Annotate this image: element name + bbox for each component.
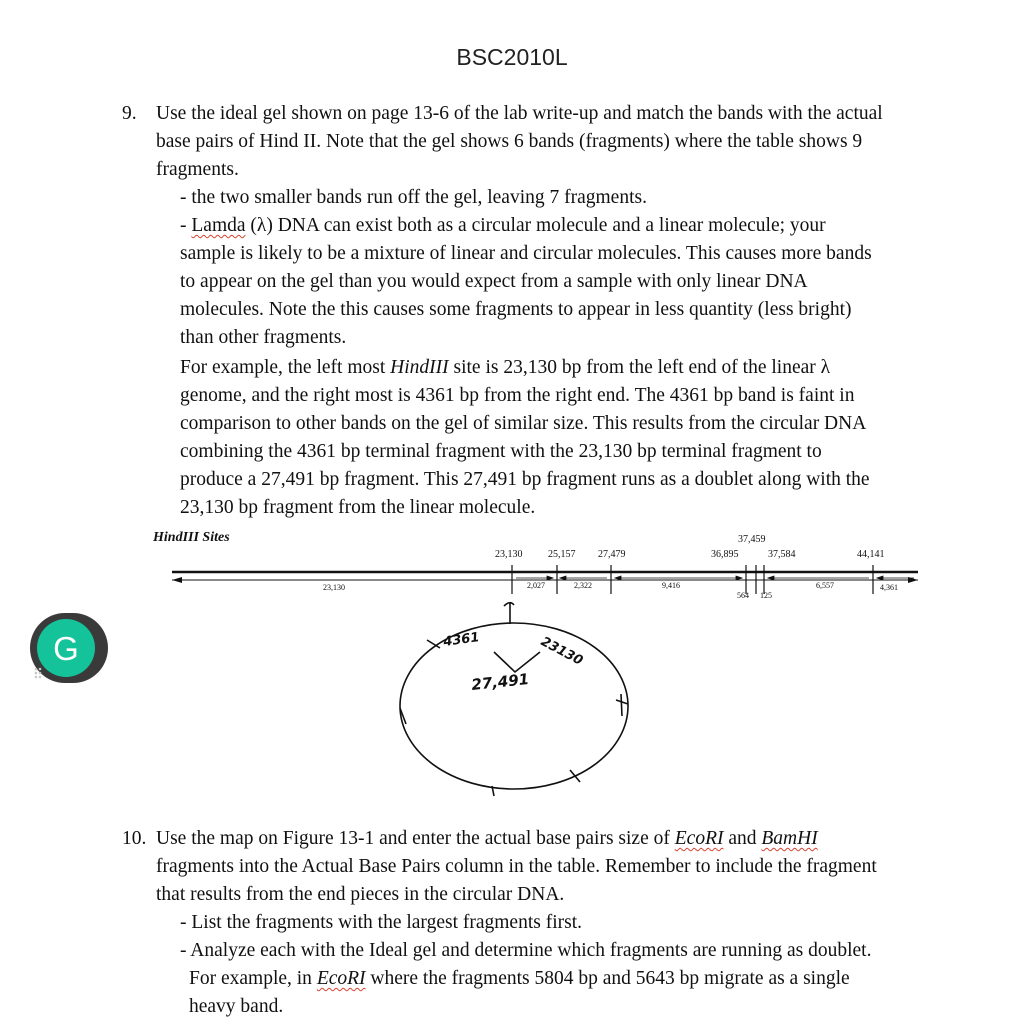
site-label: 25,157 — [548, 549, 576, 560]
site-label: 36,895 — [711, 549, 739, 560]
spellcheck-word[interactable]: BamHI — [761, 828, 818, 849]
page-header: BSC2010L — [456, 44, 568, 70]
text-fragment: (λ) DNA can exist both as a circular molecule and a linear molecule; your — [245, 215, 826, 236]
text-fragment: site is 23,130 bp from the left end of the linear λ — [448, 357, 831, 378]
text-line: combining the 4361 bp terminal fragment with the 23,130 bp terminal fragment to — [180, 441, 822, 462]
arrowhead-left — [172, 577, 182, 583]
fragment-label: 2,322 — [574, 581, 592, 590]
handwritten-label: 23130 — [538, 634, 586, 669]
handwritten-label: 4361 — [442, 630, 481, 650]
text-line: molecules. Note the this causes some fragments to appear in less quantity (less bright) — [180, 299, 852, 320]
enzyme-name: HindIII — [390, 357, 449, 378]
question-number: 10. — [122, 828, 147, 849]
fragment-label: 23,130 — [323, 583, 345, 592]
text-fragment: For example, the left most — [180, 357, 391, 378]
text-line: fragments into the Actual Base Pairs column in the table. Remember to include the fragment — [156, 856, 877, 877]
fragment-label: 6,557 — [816, 581, 834, 590]
svg-text:G: G — [53, 630, 79, 667]
fragment-label: 4,361 — [880, 583, 898, 592]
text-fragment: where the fragments 5804 bp and 5643 bp migrate as a single — [365, 968, 850, 989]
site-label: 27,479 — [598, 549, 626, 560]
text-fragment: - — [180, 215, 192, 236]
text-line: base pairs of Hind II. Note that the gel shows 6 bands (fragments) where the table shows 9 — [156, 131, 863, 152]
bullet-line: - the two smaller bands run off the gel, leaving 7 fragments. — [180, 187, 647, 208]
text-fragment: and — [723, 828, 762, 849]
bullet-line: - List the fragments with the largest fragments first. — [180, 912, 582, 933]
question-number: 9. — [122, 103, 137, 124]
text-line: sample is likely to be a mixture of linear and circular molecules. This causes more bands — [180, 243, 872, 264]
map-title: HindIII Sites — [153, 530, 230, 545]
bullet-line: - Analyze each with the Ideal gel and determine which fragments are running as doublet. — [180, 940, 872, 961]
text-line: fragments. — [156, 159, 239, 180]
text-line: genome, and the right most is 4361 bp from the right end. The 4361 bp band is faint in — [180, 385, 855, 406]
fragment-label: 125 — [760, 591, 772, 600]
text-line: produce a 27,491 bp fragment. This 27,491 bp fragment runs as a doublet along with the — [180, 469, 870, 490]
text-line — [122, 825, 877, 853]
fragment-label: 9,416 — [662, 581, 680, 590]
text-line: Use the ideal gel shown on page 13-6 of the lab write-up and match the bands with the actual — [156, 103, 883, 124]
text-line: to appear on the gel than you would expect from a sample with only linear DNA — [180, 271, 808, 292]
handwritten-v-mark — [494, 652, 540, 672]
text-fragment: For example, in — [189, 968, 317, 989]
text-line: than other fragments. — [180, 327, 347, 348]
spellcheck-word[interactable]: EcoRI — [316, 968, 366, 989]
site-label: 37,584 — [768, 549, 796, 560]
fragment-label: 2,027 — [527, 581, 545, 590]
circular-dna — [400, 623, 628, 789]
text-fragment: Use the map on Figure 13-1 and enter the actual base pairs size of — [156, 828, 675, 849]
grammarly-widget[interactable] — [30, 613, 108, 683]
question-10 — [122, 825, 877, 1021]
site-label: 37,459 — [738, 534, 766, 545]
text-line: heavy band. — [189, 996, 284, 1017]
site-label: 44,141 — [857, 549, 885, 560]
grammarly-g-icon[interactable] — [30, 613, 108, 683]
circular-dna-sketch — [400, 602, 628, 796]
text-line: comparison to other bands on the gel of similar size. This results from the circular DNA — [180, 413, 867, 434]
fragment-label: 564 — [737, 591, 749, 600]
handwritten-label: 27,491 — [470, 670, 530, 694]
site-label: 23,130 — [495, 549, 523, 560]
spellcheck-word[interactable]: Lamda — [191, 215, 246, 236]
text-line: that results from the end pieces in the circular DNA. — [156, 884, 565, 905]
text-line: 23,130 bp fragment from the linear molecule. — [180, 497, 536, 518]
text-line — [122, 965, 877, 993]
spellcheck-word[interactable]: EcoRI — [674, 828, 724, 849]
